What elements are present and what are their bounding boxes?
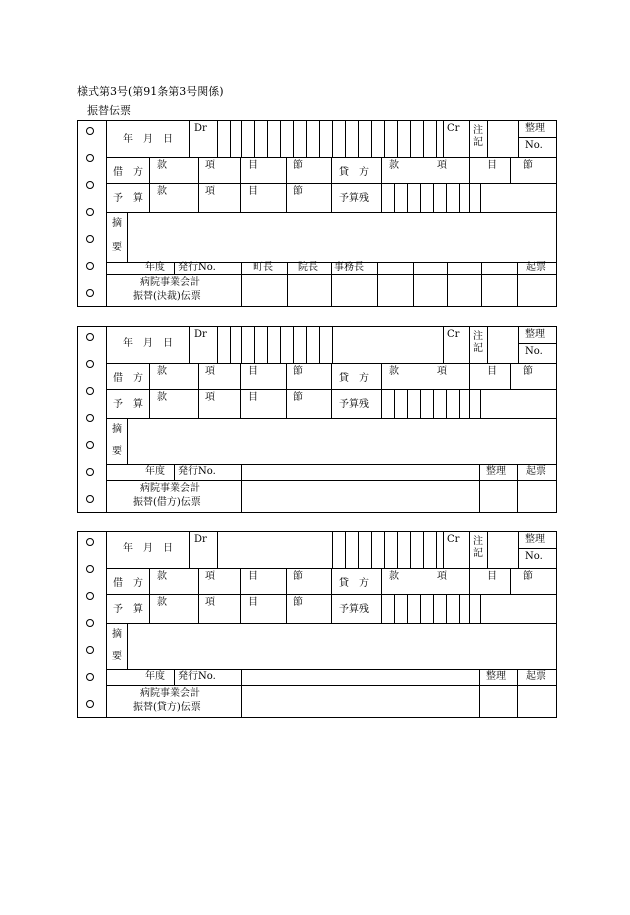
punch-hole [86,673,94,681]
setsu-label: 節 [293,366,303,377]
kan-label: 款 [157,186,167,197]
kashi-label: 貸 方 [339,373,369,384]
moku-label: 目 [248,186,258,197]
seiri-label: 整理 [486,671,506,682]
jimucho-label: 事務長 [334,262,364,273]
punch-hole [86,360,94,368]
punch-hole [86,538,94,546]
kou-label: 項 [437,160,447,171]
yosan-label: 予 算 [113,193,143,204]
kou-label: 項 [205,597,215,608]
punch-hole [86,154,94,162]
date-label: 年 月 日 [123,338,173,349]
yosan-label: 予 算 [113,399,143,410]
voucher-type-label: 振替(貸方)伝票 [133,702,201,713]
yosanzan-label: 予算残 [339,604,369,615]
kou-label: 項 [205,366,215,377]
note-label: 注記 [473,331,483,354]
kan-label: 款 [157,571,167,582]
punch-hole [86,262,94,270]
setsu-label: 節 [293,186,303,197]
seiri-label: 整理 [525,534,545,545]
voucher-account-label: 病院事業会計 [140,688,200,699]
cr-label: Cr [447,534,460,545]
tekiyo-label: 摘 [112,424,122,435]
no-label: No. [525,140,543,151]
kan-label: 款 [157,366,167,377]
tekiyo-label: 要 [112,651,122,662]
kashi-label: 貸 方 [339,578,369,589]
voucher-type-label: 振替(決裁)伝票 [133,291,201,302]
punch-hole [86,441,94,449]
moku-label: 目 [487,571,497,582]
form-title: 様式第3号(第91条第3号関係) [77,85,224,98]
dr-label: Dr [194,534,207,545]
seiri-label: 整理 [486,466,506,477]
voucher-kashikata [77,531,557,718]
punch-hole [86,565,94,573]
kan-label: 款 [157,597,167,608]
note-label: 注記 [473,125,483,148]
moku-label: 目 [248,597,258,608]
kihyo-label: 起票 [526,262,546,273]
punch-hole [86,289,94,297]
moku-label: 目 [248,392,258,403]
kou-label: 項 [437,366,447,377]
tekiyo-label: 摘 [112,629,122,640]
punch-hole [86,181,94,189]
voucher-account-label: 病院事業会計 [140,277,200,288]
kashi-label: 貸 方 [339,167,369,178]
no-label: No. [525,551,543,562]
punch-hole [86,619,94,627]
seiri-label: 整理 [525,329,545,340]
moku-label: 目 [248,366,258,377]
setsu-label: 節 [293,571,303,582]
tekiyo-label: 要 [112,242,122,253]
punch-hole [86,208,94,216]
no-label: No. [525,346,543,357]
voucher-kessai [77,120,557,307]
setsu-label: 節 [523,366,533,377]
nendo-label: 年度 [145,262,165,273]
kan-label: 款 [157,160,167,171]
incho-label: 院長 [298,262,318,273]
date-label: 年 月 日 [123,543,173,554]
note-label: 注記 [473,536,483,559]
punch-hole [86,127,94,135]
punch-hole [86,387,94,395]
kihyo-label: 起票 [526,671,546,682]
cr-label: Cr [447,329,460,340]
hakko-label: 発行No. [178,262,216,273]
kan-label: 款 [389,366,399,377]
kihyo-label: 起票 [526,466,546,477]
kou-label: 項 [205,160,215,171]
date-label: 年 月 日 [123,134,173,145]
yosanzan-label: 予算残 [339,193,369,204]
punch-hole [86,700,94,708]
chocho-label: 町長 [253,262,273,273]
kari-label: 借 方 [113,578,143,589]
voucher-karikata [77,326,557,513]
punch-hole [86,235,94,243]
dr-label: Dr [194,123,207,134]
punch-hole [86,495,94,503]
tekiyo-label: 要 [112,446,122,457]
setsu-label: 節 [523,160,533,171]
kou-label: 項 [437,571,447,582]
moku-label: 目 [487,160,497,171]
kou-label: 項 [205,571,215,582]
kari-label: 借 方 [113,167,143,178]
cr-label: Cr [447,123,460,134]
nendo-label: 年度 [145,671,165,682]
voucher-type-label: 振替(借方)伝票 [133,497,201,508]
setsu-label: 節 [293,160,303,171]
kari-label: 借 方 [113,373,143,384]
kou-label: 項 [205,392,215,403]
kan-label: 款 [389,571,399,582]
yosan-label: 予 算 [113,604,143,615]
punch-hole [86,333,94,341]
setsu-label: 節 [523,571,533,582]
voucher-account-label: 病院事業会計 [140,483,200,494]
tekiyo-label: 摘 [112,218,122,229]
setsu-label: 節 [293,392,303,403]
kou-label: 項 [205,186,215,197]
punch-hole [86,646,94,654]
kan-label: 款 [389,160,399,171]
dr-label: Dr [194,329,207,340]
kan-label: 款 [157,392,167,403]
seiri-label: 整理 [525,123,545,134]
nendo-label: 年度 [145,466,165,477]
moku-label: 目 [248,160,258,171]
hakko-label: 発行No. [178,671,216,682]
punch-hole [86,414,94,422]
moku-label: 目 [248,571,258,582]
yosanzan-label: 予算残 [339,399,369,410]
punch-hole [86,468,94,476]
setsu-label: 節 [293,597,303,608]
moku-label: 目 [487,366,497,377]
form-subtitle: 振替伝票 [87,104,131,117]
punch-hole [86,592,94,600]
hakko-label: 発行No. [178,466,216,477]
